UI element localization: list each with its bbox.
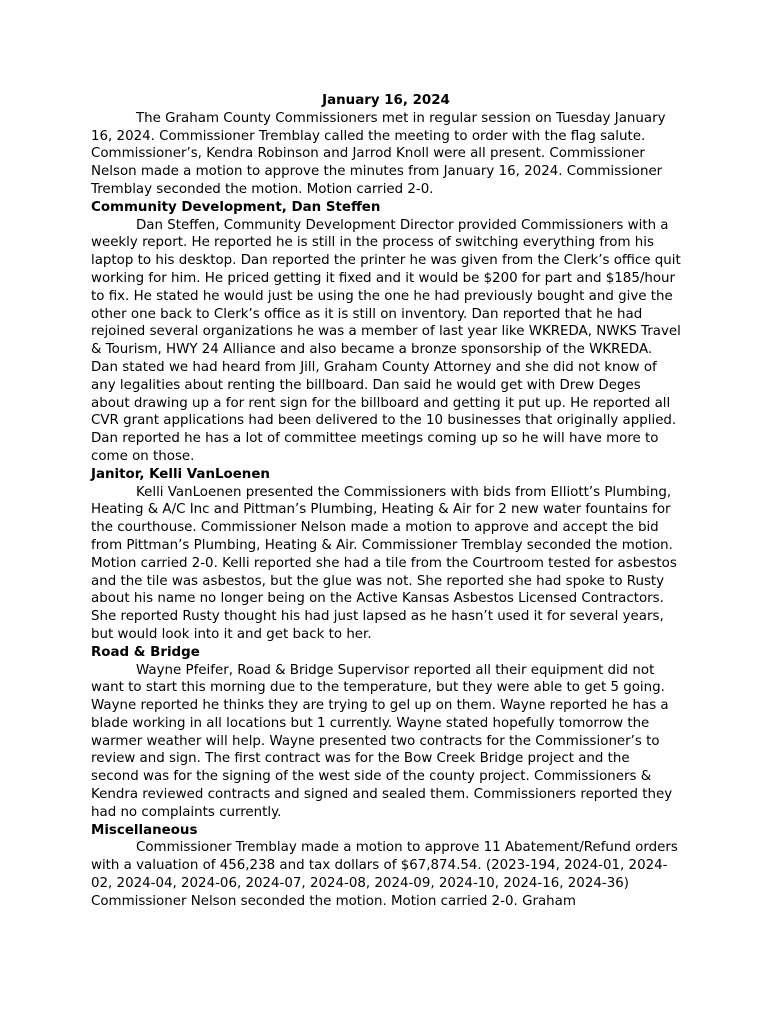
section-heading-miscellaneous: Miscellaneous xyxy=(91,822,198,838)
section-body-miscellaneous: Commissioner Tremblay made a motion to approve 11 Abatement/Refund orders with a valuation of 456,238 and tax dollars of $67,874.54. (2023-194, 2024-01, 2024-02, 2024-04, 2024-06, 2024-07, 2024-08, 2024-09, 2024-10, 2024-16, 2024-36) Commissioner Nelson seconded the motion. Motion carried 2-0. Graham xyxy=(91,840,678,909)
section-body-community-development: Dan Steffen, Community Development Director provided Commissioners with a weekly report. He reported he is still in the process of switching everything from his laptop to his desktop. Dan reported the printer he was given from the Clerk’s office quit working for him. He priced getting it fixed and it would be $200 for part and $185/hour to fix. He stated he would just be using the one he had previously bought and give the other one back to Clerk’s office as it is still on inventory. Dan reported that he had rejoined several organizations he was a member of last year like WKREDA, NWKS Travel & Tourism, HWY 24 Alliance and also became a bronze sponsorship of the WKREDA. Dan stated we had heard from Jill, Graham County Attorney and she did not know of any legalities about renting the billboard. Dan said he would get with Drew Deges about drawing up a for rent sign for the billboard and getting it put up. He reported all CVR grant applications had been delivered to the 10 businesses that originally applied. Dan reported he has a lot of committee meetings coming up so he will have more to come on those. xyxy=(91,217,681,464)
meeting-date: January 16, 2024 xyxy=(322,93,450,108)
section-body-road-bridge: Wayne Pfeifer, Road & Bridge Supervisor reported all their equipment did not want to start this morning due to the temperature, but they were able to get 5 going. Wayne reported he thinks they are trying to gel up on them. Wayne reported he has a blade working in all locations but 1 currently. Wayne stated hopefully tomorrow the warmer weather will help. Wayne presented two contracts for the Commissioner’s to review and sign. The first contract was for the Bow Creek Bridge project and the second was for the signing of the west side of the county project. Commissioners & Kendra reviewed contracts and signed and sealed them. Commissioners reported they had no complaints currently. xyxy=(91,662,673,820)
section-heading-road-bridge: Road & Bridge xyxy=(91,644,200,660)
document-page xyxy=(91,92,681,911)
section-heading-community-development: Community Development, Dan Steffen xyxy=(91,199,381,215)
opening-paragraph: The Graham County Commissioners met in regular session on Tuesday January 16, 2024. Commissioner Tremblay called the meeting to order with the flag salute. Commissioner’s, Kendra Robinson and Jarrod Knoll were all present. Commissioner Nelson made a motion to approve the minutes from January 16, 2024. Commissioner Tremblay seconded the motion. Motion carried 2-0. xyxy=(91,110,666,197)
section-heading-janitor: Janitor, Kelli VanLoenen xyxy=(91,466,270,482)
section-body-janitor: Kelli VanLoenen presented the Commissioners with bids from Elliott’s Plumbing, Heating & A/C Inc and Pittman’s Plumbing, Heating & Air for 2 new water fountains for the courthouse. Commissioner Nelson made a motion to approve and accept the bid from Pittman’s Plumbing, Heating & Air. Commissioner Tremblay seconded the motion. Motion carried 2-0. Kelli reported she had a tile from the Courtroom tested for asbestos and the tile was asbestos, but the glue was not. She reported she had spoke to Rusty about his name no longer being on the Active Kansas Asbestos Licensed Contractors. She reported Rusty thought his had just lapsed as he hasn’t used it for several years, but would look into it and get back to her. xyxy=(91,484,677,642)
